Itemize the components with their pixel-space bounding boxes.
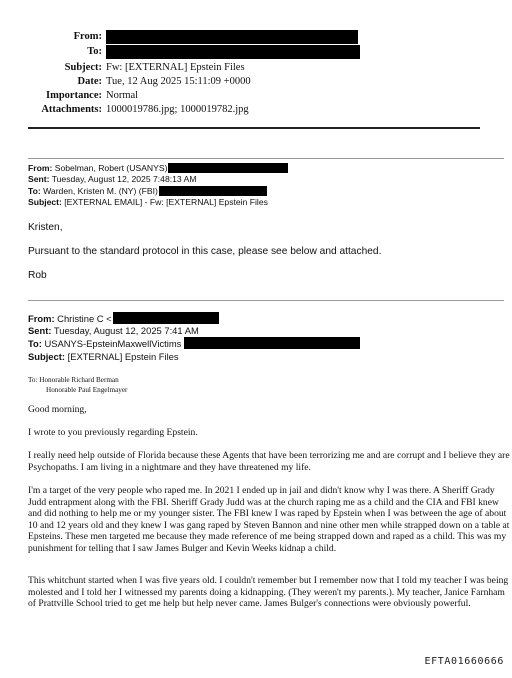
header-attachments-value[interactable]: 1000019786.jpg; 1000019782.jpg — [106, 104, 249, 115]
original-sent-label: Sent: — [28, 325, 52, 337]
forward-sent-label: Sent: — [28, 174, 50, 185]
paragraph-text: This whitchunt started when I was five years old. I couldn't remember but I remember now that I told my teacher I was being molested and I told her I witnessed my parents doing a kidnapping. (They weren't my parents.). My teacher, Janice Farnham of Prattville School tried to get me help but help never came. James Bulger's connections were obviously powerful. — [28, 575, 509, 610]
forward-from-label: From: — [28, 163, 53, 173]
header-from-row — [0, 30, 512, 43]
original-from-row — [28, 312, 360, 325]
header-subject-value: Fw: [EXTERNAL] Epstein Files — [106, 62, 245, 73]
header-date-label: Date: — [77, 76, 102, 87]
document-id: EFTA01660666 — [424, 656, 504, 667]
original-sent-value: Tuesday, August 12, 2025 7:41 AM — [53, 325, 199, 337]
paragraph-text: I really need help outside of Florida because these Agents that have been terrorizing me and are corrupt and I believe they are Psychopaths. I am living in a nightmare and they have threatened my life. — [28, 450, 510, 473]
header-to-label: To: — [87, 46, 102, 57]
original-divider — [28, 300, 504, 301]
salutation-text: Good morning, — [28, 404, 87, 415]
forward-greeting: Kristen, — [28, 222, 63, 233]
header-importance-row — [0, 89, 512, 102]
original-to-label: To: — [28, 338, 42, 350]
forward-sent-value: Tuesday, August 12, 2025 7:48:13 AM — [51, 174, 197, 185]
header-importance-value: Normal — [106, 90, 139, 101]
redaction — [168, 163, 288, 173]
letter-paragraph-3 — [28, 485, 512, 555]
header-from-label: From: — [73, 31, 102, 42]
original-header — [28, 312, 360, 363]
original-sent-row — [28, 325, 360, 337]
letter-salutation — [28, 404, 512, 416]
header-importance-label: Importance: — [46, 90, 102, 101]
forward-message: Pursuant to the standard protocol in this case, please see below and attached. — [28, 246, 382, 257]
forward-to-value: Warden, Kristen M. (NY) (FBI) — [43, 185, 158, 196]
original-to-row — [28, 337, 360, 350]
header-to-row — [0, 45, 512, 58]
original-from-value: Christine C < — [57, 313, 112, 324]
forward-from-value: Sobelman, Robert (USANYS) — [54, 163, 168, 173]
paragraph-text: I wrote to you previously regarding Epstein. — [28, 427, 198, 438]
forward-to-label: To: — [28, 185, 41, 196]
original-from-label: From: — [28, 313, 55, 324]
forward-subject-label: Subject: — [28, 197, 62, 208]
forward-from-row — [28, 163, 288, 174]
header-date-row — [0, 75, 512, 88]
redaction — [184, 337, 360, 349]
header-subject-label: Subject: — [64, 62, 102, 73]
forward-to-row — [28, 186, 288, 197]
header-attachments-row — [0, 103, 512, 116]
redaction — [113, 312, 219, 324]
header-date-value: Tue, 12 Aug 2025 15:11:09 +0000 — [106, 76, 251, 87]
forward-subject-row — [28, 197, 288, 208]
forward-divider — [28, 158, 504, 159]
forward-signoff: Rob — [28, 270, 47, 281]
original-to-value: USANYS-EpsteinMaxwellVictims — [44, 338, 182, 350]
forward-sent-row — [28, 174, 288, 185]
original-subject-label: Subject: — [28, 350, 65, 362]
header-from-value — [106, 30, 358, 46]
letter-paragraph-2 — [28, 450, 512, 473]
redaction — [106, 30, 358, 44]
letter-paragraph-1 — [28, 427, 512, 439]
paragraph-text: I'm a target of the very people who raped me. In 2021 I ended up in jail and didn't know why I was there. A Sheriff Grady Judd entrapment along with the FBI. Sheriff Grady Judd was at the church raping me as a child and the CIA and FBI knew and did nothing to help me or my younger sister. The FBI knew I was raped by Epstein when I was between the age of about 10 and 12 years old and they knew I was gang raped by Steven Bannon and nine other men while strapped down on a table at Epsteins. These men targeted me because they made reference of me being strapped down and raped as a child. This was my punishment for telling that I saw James Bulger and Kevin Weeks kidnap a child. — [28, 485, 510, 554]
addressee-block — [28, 376, 127, 395]
addressee-line-1: To: Honorable Richard Berman — [28, 376, 119, 384]
original-subject-value: [EXTERNAL] Epstein Files — [67, 350, 179, 362]
header-subject-row — [0, 61, 512, 74]
redaction — [159, 186, 267, 196]
forward-header — [28, 163, 288, 209]
forward-subject-value: [EXTERNAL EMAIL] - Fw: [EXTERNAL] Epstein Files — [64, 197, 268, 208]
header-attachments-label: Attachments: — [41, 104, 102, 115]
original-subject-row — [28, 351, 360, 363]
letter-paragraph-4 — [28, 575, 512, 610]
addressee-line-2: Honorable Paul Engelmayer — [46, 385, 128, 394]
header-divider — [28, 127, 480, 129]
header-to-value — [106, 45, 360, 61]
redaction — [106, 45, 360, 59]
